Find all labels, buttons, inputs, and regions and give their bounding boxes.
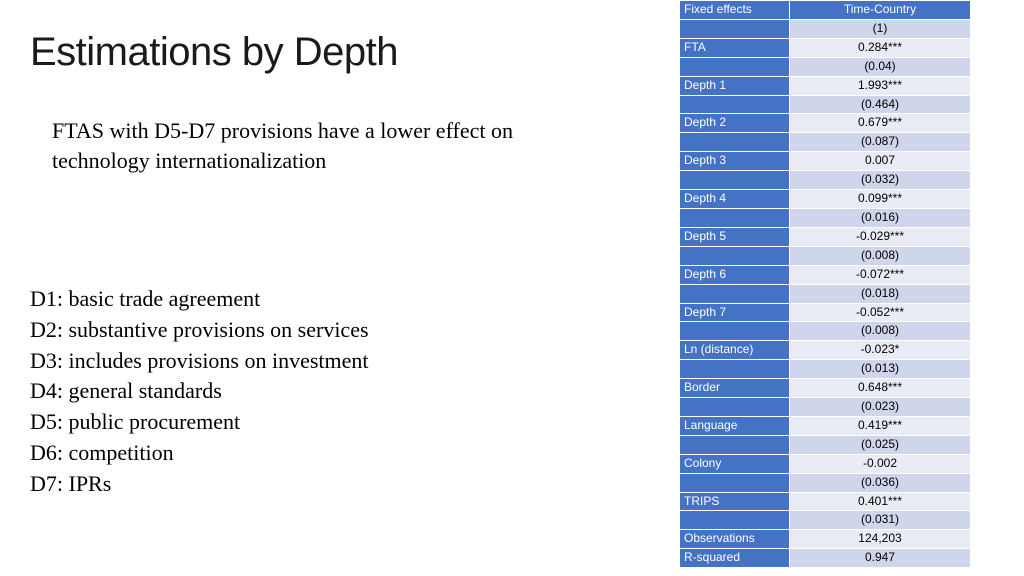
row-label: Depth 1 (680, 76, 790, 95)
row-value: (0.04) (790, 57, 971, 76)
depth-legend (30, 284, 369, 500)
row-label: Depth 3 (680, 152, 790, 171)
legend-item-d7: D7: IPRs (30, 470, 112, 496)
row-value: 0.284*** (790, 38, 971, 57)
table-row (680, 473, 971, 492)
row-label: Observations (680, 530, 790, 549)
row-label (680, 95, 790, 114)
row-value: -0.072*** (790, 265, 971, 284)
row-label: Depth 5 (680, 227, 790, 246)
row-value: (1) (790, 19, 971, 38)
table-row (680, 227, 971, 246)
table-row (680, 246, 971, 265)
table-row (680, 265, 971, 284)
row-value: -0.029*** (790, 227, 971, 246)
table-header-row (680, 1, 971, 20)
table-row (680, 454, 971, 473)
row-label (680, 171, 790, 190)
table-row (680, 208, 971, 227)
row-label (680, 511, 790, 530)
table-row (680, 284, 971, 303)
row-label: Depth 6 (680, 265, 790, 284)
regression-results-table (679, 0, 971, 568)
row-label: Ln (distance) (680, 341, 790, 360)
row-label (680, 57, 790, 76)
row-label (680, 322, 790, 341)
row-value: 0.401*** (790, 492, 971, 511)
table-body (680, 19, 971, 567)
table-row (680, 114, 971, 133)
row-value: (0.025) (790, 435, 971, 454)
row-value: (0.018) (790, 284, 971, 303)
legend-item-d4: D4: general standards (30, 378, 222, 404)
legend-item-d6: D6: competition (30, 439, 174, 465)
row-value: (0.031) (790, 511, 971, 530)
row-value: 0.679*** (790, 114, 971, 133)
table-row (680, 19, 971, 38)
row-value: (0.032) (790, 171, 971, 190)
table-row (680, 76, 971, 95)
row-value: 0.099*** (790, 190, 971, 209)
table-row (680, 190, 971, 209)
row-value: (0.023) (790, 398, 971, 417)
table-row (680, 38, 971, 57)
row-value: (0.008) (790, 322, 971, 341)
table-row (680, 95, 971, 114)
row-label: Depth 2 (680, 114, 790, 133)
table-row (680, 303, 971, 322)
row-label: R-squared (680, 549, 790, 568)
row-value: 0.419*** (790, 416, 971, 435)
table-row (680, 57, 971, 76)
table-row (680, 492, 971, 511)
table-row (680, 530, 971, 549)
table-row (680, 171, 971, 190)
table-row (680, 435, 971, 454)
row-label: FTA (680, 38, 790, 57)
legend-item-d5: D5: public procurement (30, 409, 241, 435)
row-label (680, 398, 790, 417)
row-value: 1.993*** (790, 76, 971, 95)
row-label (680, 435, 790, 454)
header-time-country: Time-Country (790, 1, 971, 20)
legend-item-d1: D1: basic trade agreement (30, 286, 261, 311)
row-label: Depth 4 (680, 190, 790, 209)
row-label (680, 133, 790, 152)
row-value: 0.648*** (790, 379, 971, 398)
table-row (680, 416, 971, 435)
table-row (680, 379, 971, 398)
row-value: -0.023* (790, 341, 971, 360)
header-fixed-effects: Fixed effects (680, 1, 790, 20)
row-value: -0.002 (790, 454, 971, 473)
row-value: (0.087) (790, 133, 971, 152)
row-label: Language (680, 416, 790, 435)
table-row (680, 360, 971, 379)
row-label (680, 473, 790, 492)
row-label: Border (680, 379, 790, 398)
table-row (680, 133, 971, 152)
row-value: 0.007 (790, 152, 971, 171)
row-label: Colony (680, 454, 790, 473)
row-value: (0.008) (790, 246, 971, 265)
row-value: (0.016) (790, 208, 971, 227)
legend-item-d3: D3: includes provisions on investment (30, 347, 369, 373)
table-row (680, 322, 971, 341)
table-row (680, 398, 971, 417)
row-value: 124,203 (790, 530, 971, 549)
table-row (680, 341, 971, 360)
row-value: (0.464) (790, 95, 971, 114)
row-value: (0.036) (790, 473, 971, 492)
row-value: (0.013) (790, 360, 971, 379)
row-label: TRIPS (680, 492, 790, 511)
row-value: 0.947 (790, 549, 971, 568)
row-label (680, 208, 790, 227)
table-row (680, 152, 971, 171)
row-label (680, 360, 790, 379)
row-value: -0.052*** (790, 303, 971, 322)
row-label (680, 246, 790, 265)
table-row (680, 549, 971, 568)
table-row (680, 511, 971, 530)
row-label: Depth 7 (680, 303, 790, 322)
slide-title: Estimations by Depth (30, 30, 398, 74)
slide-subtitle: FTAS with D5-D7 provisions have a lower effect on technology internationalization (52, 118, 513, 173)
legend-item-d2: D2: substantive provisions on services (30, 316, 369, 342)
row-label (680, 19, 790, 38)
row-label (680, 284, 790, 303)
